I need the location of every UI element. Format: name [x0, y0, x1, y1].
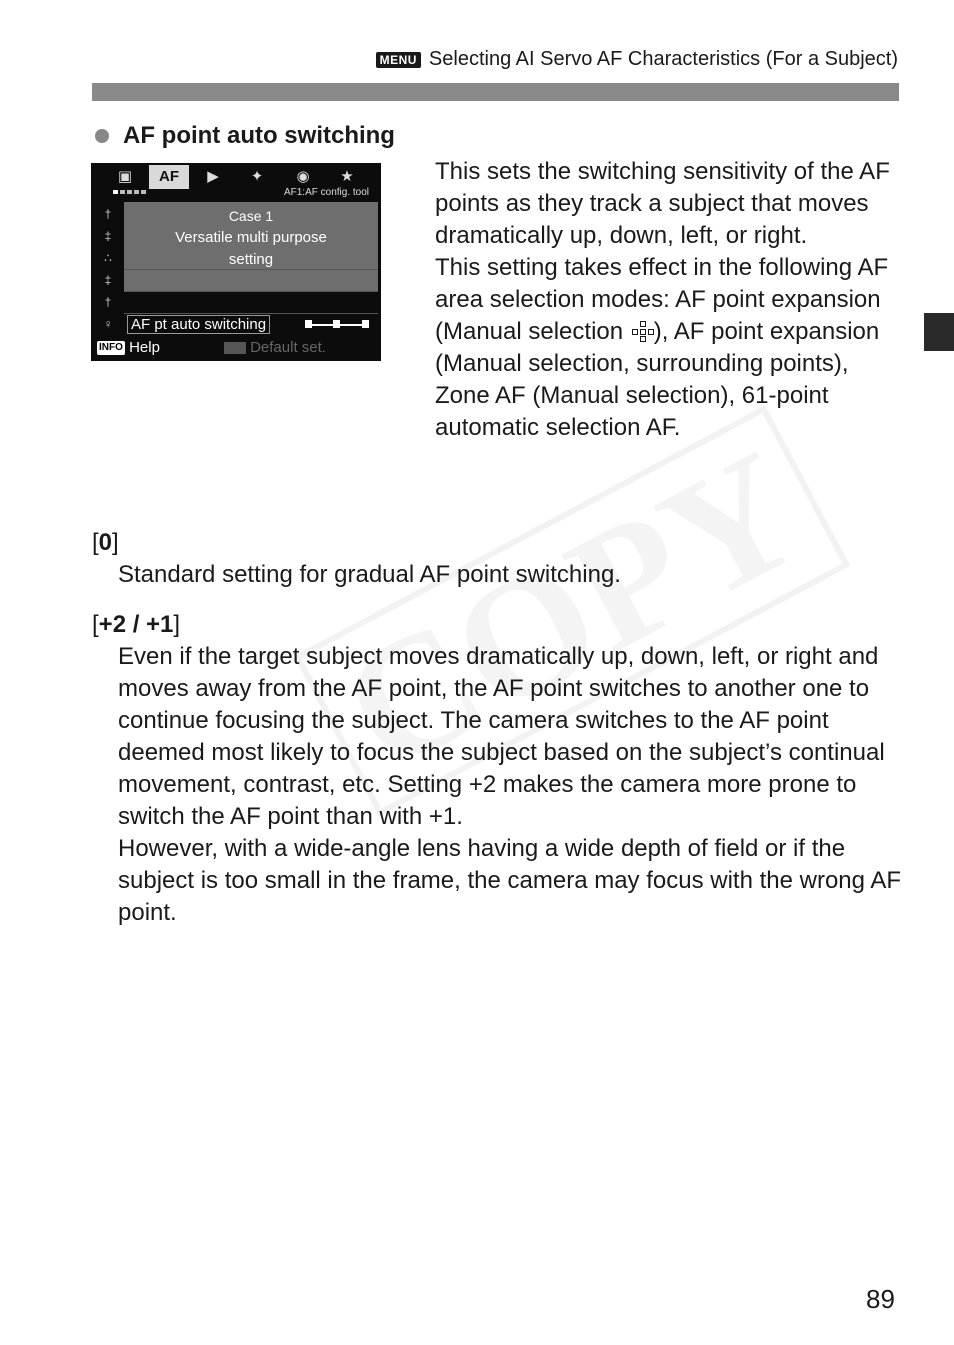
info-icon: INFO — [99, 342, 123, 354]
page-number: 89 — [866, 1284, 895, 1314]
option-text: Even if the target subject moves dramatically up, down, left, or right and moves away from the AF point, the AF point switches to another one to continue focusing the subject. The camera switches to the AF point deemed most likely to focus the subject based on the subject’s continual movement, contrast, etc. Setting +2 makes the camera more prone to switch the AF point than with +1. — [118, 643, 885, 830]
case2-icon: ‡ — [104, 229, 112, 243]
menu-icon: MENU — [376, 52, 421, 68]
header-title: Selecting AI Servo AF Characteristics (For a Subject) — [428, 48, 898, 70]
description-para2: This setting takes effect in the following AF area selection modes: AF point expansion (Manual selection ), AF point expansion (Manual selection, surrounding points), Zone AF (Manual selection), 61-point automatic selection AF. — [435, 254, 889, 441]
option-text: However, with a wide-angle lens having a wide depth of field or if the subject is too small in the frame, the camera may focus with the wrong AF point. — [118, 835, 901, 926]
page-dots — [113, 190, 146, 194]
tab-mymenu-icon: ★ — [340, 168, 354, 185]
description-para1: This sets the switching sensitivity of the AF points as they track a subject that moves dramatically up, down, left, or right. — [435, 158, 890, 249]
case-desc-line2: setting — [228, 251, 274, 268]
help-label: Help — [129, 339, 160, 356]
af-pt-switching-row — [127, 314, 377, 336]
bullet-icon — [95, 129, 109, 143]
tab-setup-icon: ✦ — [250, 168, 264, 185]
case5-icon: † — [104, 295, 112, 309]
case-desc-line1: Versatile multi purpose — [175, 229, 327, 246]
tab-custom-icon: ◉ — [296, 168, 310, 185]
sensitivity-slider — [305, 323, 369, 327]
erase-icon — [224, 342, 246, 354]
case-panel — [124, 202, 378, 292]
header-rule — [92, 83, 899, 101]
menu-page-name: AF1:AF config. tool — [283, 187, 369, 198]
case6-icon: ♀ — [103, 317, 113, 331]
page-header — [376, 48, 898, 71]
camera-menu-screenshot — [91, 163, 381, 361]
row-label: AF pt auto switching — [127, 315, 270, 334]
case3-icon: ∴ — [104, 251, 112, 265]
option-text: Standard setting for gradual AF point switching. — [118, 561, 621, 588]
tab-af: AF — [149, 165, 189, 189]
default-label: Default set. — [250, 339, 326, 356]
tab-playback-icon: ▶ — [207, 168, 219, 185]
divider — [124, 291, 378, 292]
case-icons — [93, 203, 123, 335]
option-heading: [+2 / +1] — [92, 611, 181, 638]
description — [435, 156, 900, 444]
divider — [124, 269, 378, 270]
section-heading — [95, 122, 395, 150]
chapter-tab — [924, 313, 954, 351]
section-title: AF point auto switching — [123, 122, 395, 149]
case4-icon: ‡ — [104, 273, 112, 287]
menu-tabs — [91, 165, 381, 189]
screen-footer — [97, 338, 377, 358]
case-label: Case 1 — [228, 208, 274, 224]
option-heading: [0] — [92, 529, 119, 556]
case1-icon: † — [104, 207, 112, 221]
tab-shooting-icon: ▣ — [117, 168, 133, 185]
af-expansion-icon — [630, 321, 654, 341]
